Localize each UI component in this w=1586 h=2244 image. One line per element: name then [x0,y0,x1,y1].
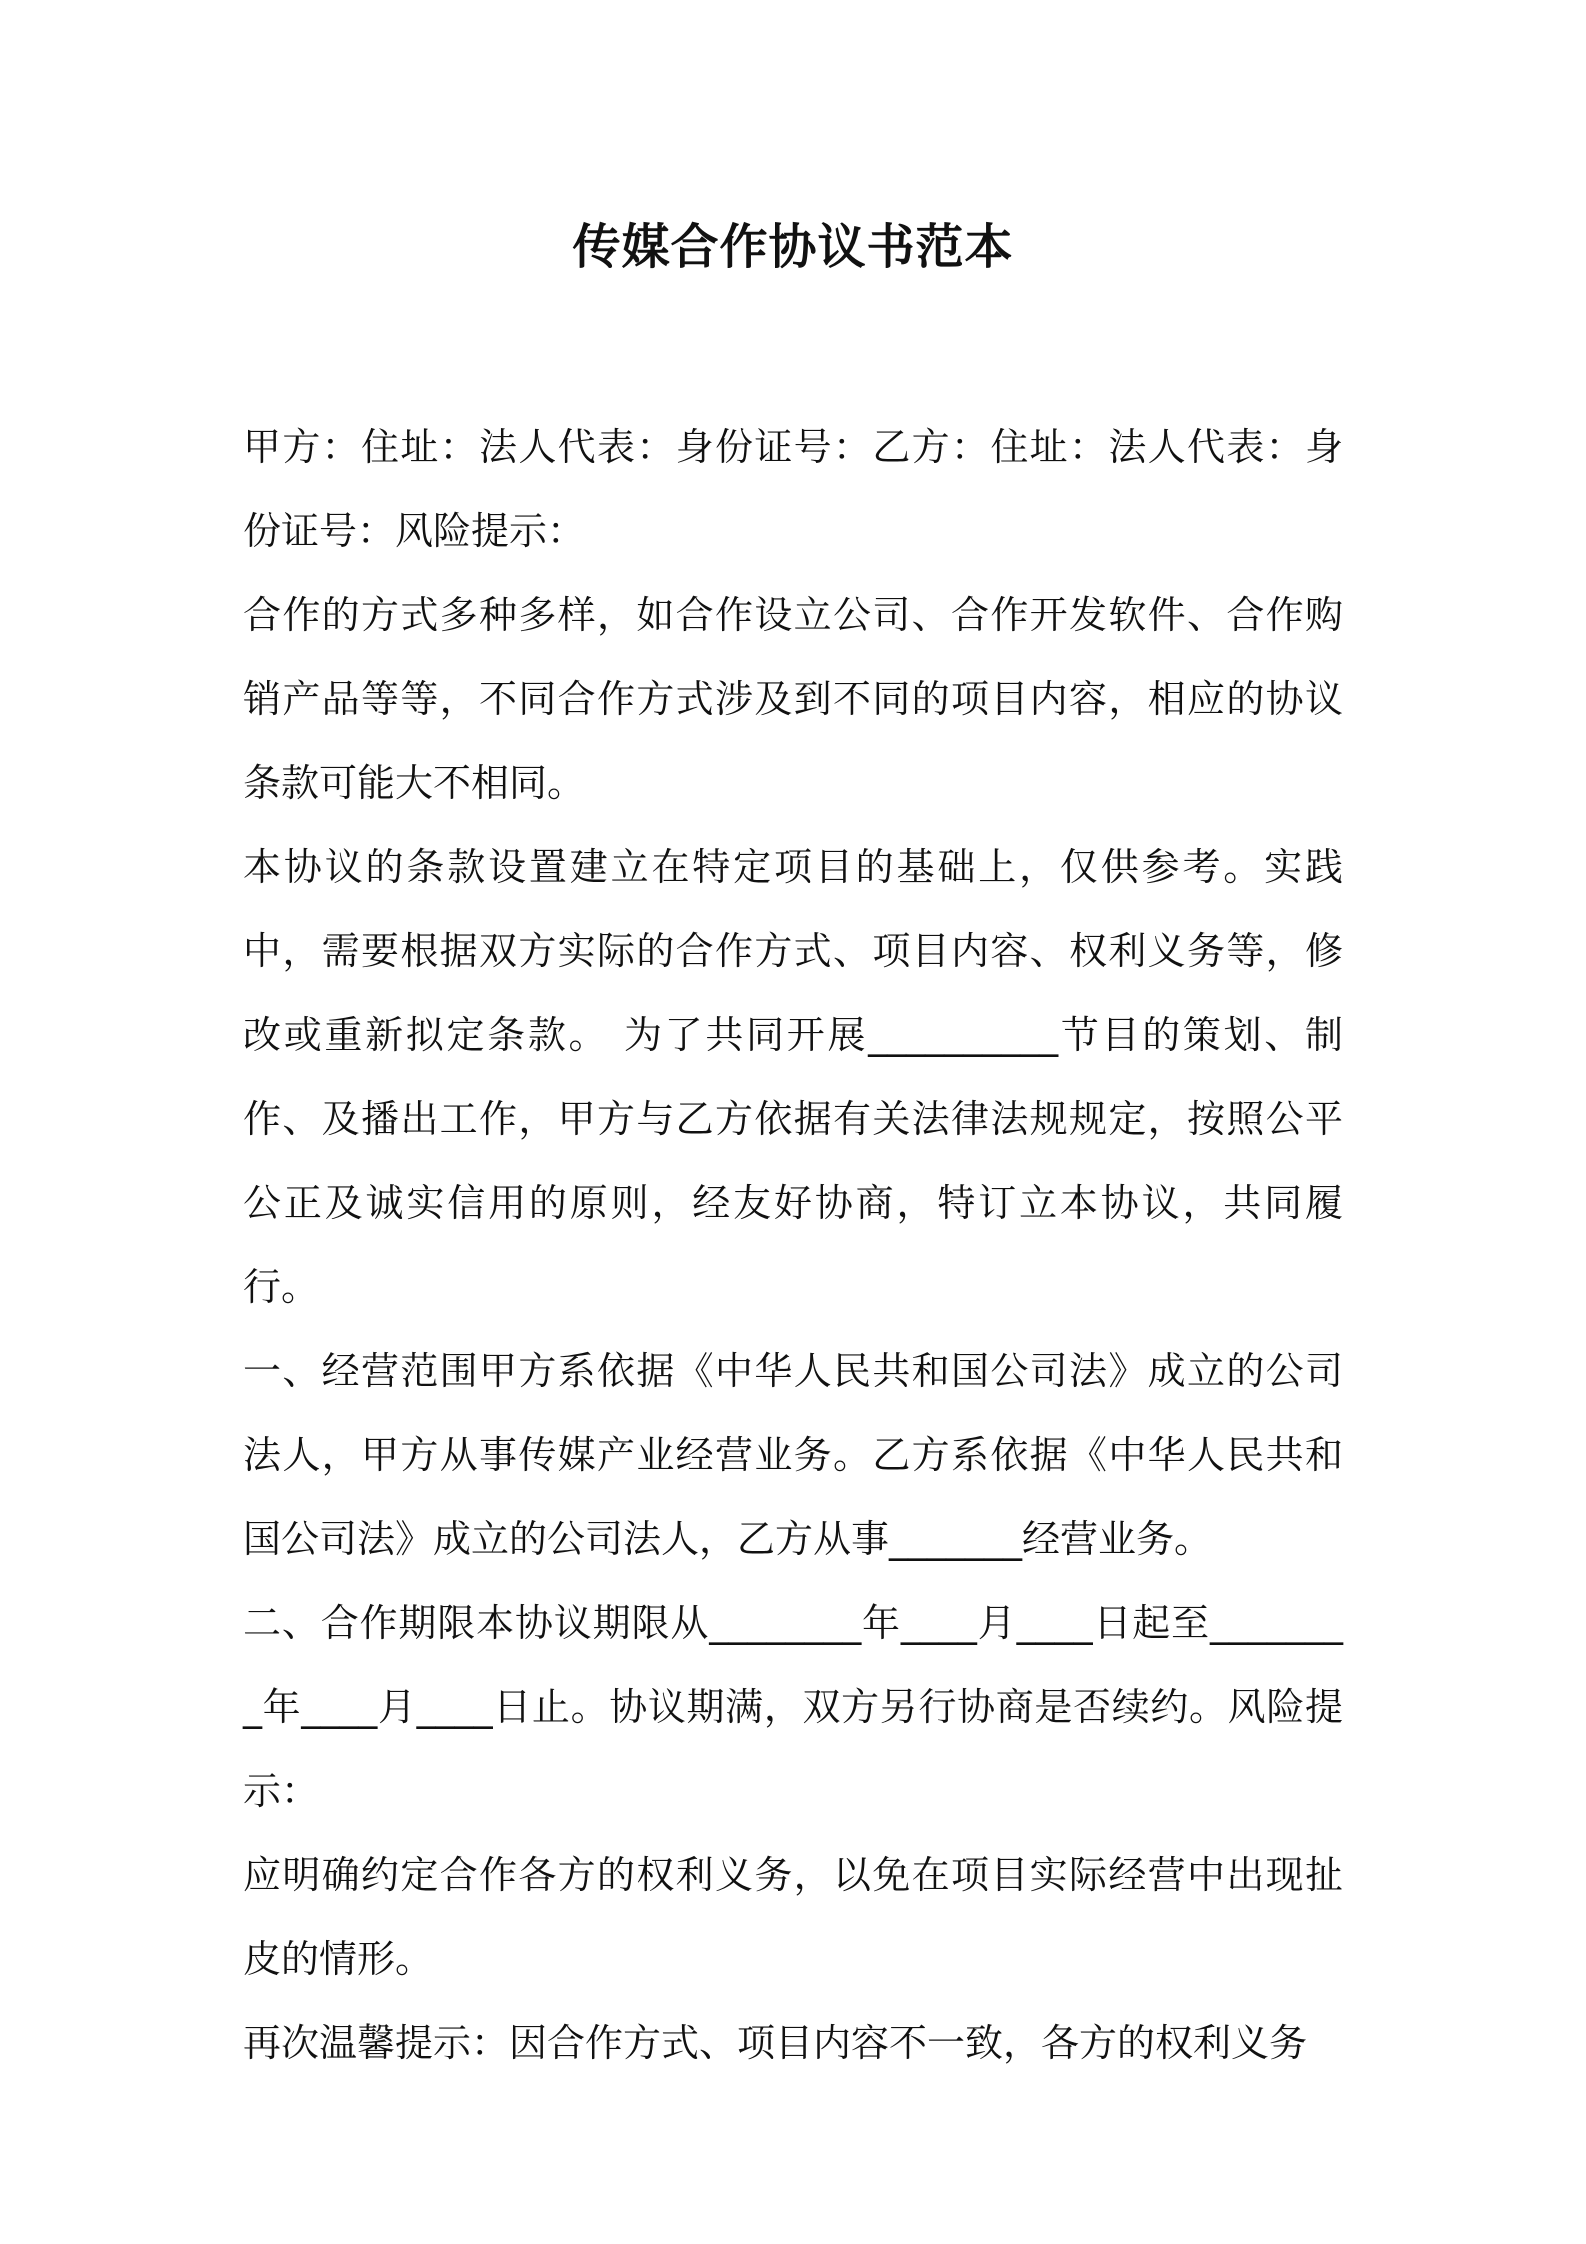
paragraph-term: 二、合作期限本协议期限从________年____月____日起至________年____月____日止。协议期满，双方另行协商是否续约。风险提示： [243,1601,1343,1813]
paragraph-rights-obligations-tip: 应明确约定合作各方的权利义务，以免在项目实际经营中出现扯皮的情形。 [243,1853,1343,1981]
paragraph-cooperation-methods: 合作的方式多种多样，如合作设立公司、合作开发软件、合作购销产品等等，不同合作方式涉及到不同的项目内容，相应的协议条款可能大不相同。 [243,593,1343,805]
document-body [243,405,1343,2085]
paragraph-preamble: 本协议的条款设置建立在特定项目的基础上，仅供参考。实践中，需要根据双方实际的合作方式、项目内容、权利义务等，修改或重新拟定条款。 为了共同开展__________节目的策划、制作、及播出工作，甲方与乙方依据有关法律法规规定，按照公平公正及诚实信用的原则，经友好协商，特订立本协议，共同履行。 [243,845,1343,1309]
paragraph-business-scope: 一、经营范围甲方系依据《中华人民共和国公司法》成立的公司法人，甲方从事传媒产业经营业务。乙方系依据《中华人民共和国公司法》成立的公司法人，乙方从事_______经营业务。 [243,1349,1343,1561]
paragraph-reminder: 再次温馨提示：因合作方式、项目内容不一致，各方的权利义务 [243,2021,1308,2065]
paragraph-parties: 甲方：住址：法人代表：身份证号：乙方：住址：法人代表：身份证号：风险提示： [243,425,1343,553]
document-title: 传媒合作协议书范本 [572,219,1014,275]
